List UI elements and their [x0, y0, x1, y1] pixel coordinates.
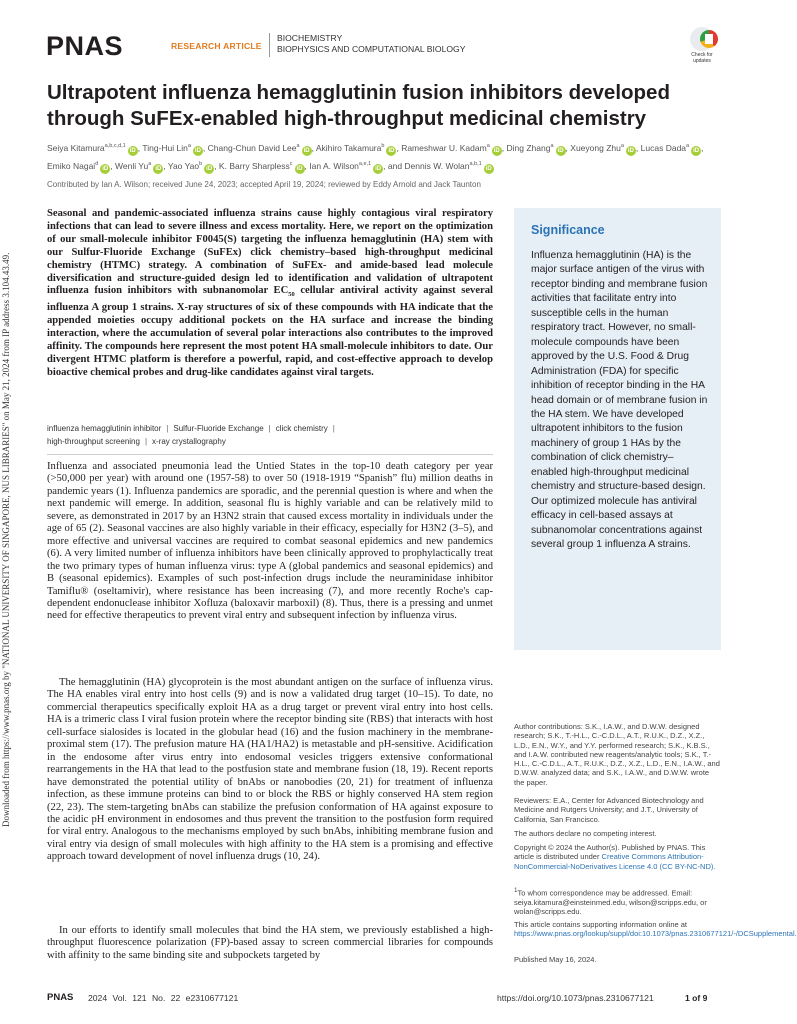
author-affiliation: c	[289, 160, 293, 167]
orcid-icon[interactable]: iD	[296, 165, 303, 172]
keyword-separator: |	[332, 424, 335, 433]
author-separator: ,	[202, 142, 206, 153]
orcid-icon[interactable]: iD	[693, 147, 700, 154]
author-name[interactable]: Wenli Yu	[115, 160, 149, 171]
subject-secondary: BIOPHYSICS AND COMPUTATIONAL BIOLOGY	[277, 44, 466, 54]
orcid-icon[interactable]: iD	[627, 147, 634, 154]
author-affiliation: a,b,c,d,1	[104, 143, 126, 149]
author-name[interactable]: Akihiro Takamura	[315, 142, 382, 153]
keyword[interactable]: click chemistry	[275, 424, 328, 433]
orcid-icon[interactable]: iD	[155, 165, 162, 172]
author-separator: ,	[304, 160, 307, 171]
author-name[interactable]: Ting-Hui Lin	[142, 142, 188, 153]
article-title: Ultrapotent influenza hemagglutinin fusion inhibitors developed through SuFEx-enabled high-throughput medicinal chemistry	[47, 81, 670, 130]
author-separator: ,	[163, 160, 166, 171]
author-affiliation: b	[381, 143, 385, 149]
orcid-icon[interactable]: iD	[194, 147, 201, 154]
keyword-divider	[47, 454, 493, 455]
author-list	[47, 138, 727, 174]
author-separator: ,	[501, 142, 505, 153]
supporting-text: This article contains supporting information online at	[514, 920, 688, 929]
author-name[interactable]: Seiya Kitamura	[47, 142, 105, 153]
orcid-icon[interactable]: iD	[102, 165, 109, 172]
author-separator: ,	[635, 142, 639, 153]
author-affiliation: b	[199, 160, 203, 167]
keyword-list	[47, 423, 447, 448]
author	[208, 143, 314, 153]
keyword-separator: |	[144, 436, 148, 446]
author-affiliation: d	[95, 160, 99, 167]
competing-interest: The authors declare no competing interest.	[514, 829, 657, 838]
orcid-icon[interactable]: iD	[129, 147, 136, 154]
subject-primary: BIOCHEMISTRY	[277, 33, 343, 43]
author-affiliation: a	[620, 143, 624, 149]
copyright-text: Copyright © 2024 the Author(s). Published by PNAS. This article is distributed under	[514, 843, 706, 862]
author	[401, 143, 504, 153]
significance-title: Significance	[531, 223, 605, 237]
published-date: Published May 16, 2024.	[514, 955, 597, 964]
author-separator: ,	[311, 142, 314, 153]
body-paragraph-3: In our efforts to identify small molecules that bind the HA stem, we previously established a high-throughput fluorescence polarization (FP)-based assay to screen commercial libraries for compounds with affinity to the same binding site and subpockets targeted by	[47, 925, 493, 961]
author	[309, 161, 402, 171]
author-affiliation: a	[296, 143, 300, 149]
check-for-updates-icon	[690, 27, 714, 51]
orcid-icon[interactable]: iD	[375, 165, 382, 172]
keyword[interactable]: Sulfur-Fluoride Exchange	[173, 424, 264, 433]
author	[219, 161, 307, 171]
license-link[interactable]: Creative Commons Attribution-NonCommercial-NoDerivatives License 4.0 (CC BY-NC-ND).	[514, 852, 716, 871]
footer-doi-link[interactable]: https://doi.org/10.1073/pnas.2310677121	[497, 993, 654, 1003]
author	[47, 161, 113, 171]
author-separator: ,	[110, 160, 113, 171]
orcid-icon[interactable]: iD	[303, 147, 310, 154]
keyword[interactable]: high-throughput screening	[47, 436, 140, 446]
reviewers: Reviewers: E.A., Center for Advanced Biotechnology and Medicine and Rutgers University; and J.T., University of California, San Francisco.	[514, 796, 704, 824]
subject-labels	[277, 33, 465, 55]
author-separator: ,	[214, 160, 217, 171]
orcid-icon[interactable]: iD	[388, 147, 395, 154]
author	[404, 161, 493, 171]
author-name[interactable]: Chang-Chun David Lee	[207, 142, 297, 153]
author	[168, 161, 217, 171]
author-name[interactable]: Yao Yao	[167, 160, 200, 171]
body-paragraph-1: Influenza and associated pneumonia lead the Untied States in the top-10 death category per year (>50,000 per year) with around one (1957-58) to over 50 (1918-1919 “Spanish” flu) million deaths in pandemic years (1). Influenza pandemics are sporadic, and the perennial question is where and when the next pandemic will emerge. In addition, seasonal flu is highly variable and can be relatively mild to severe, as demonstrated in 2017 by an H3N2 strain that caused excess mortality in individuals under the age of 65 (2). Seasonal vaccines are also highly variable in their efficacy, especially for H3N2 (3–5), and more effective and universal vaccines are required to combat seasonal epidemics and new pandemics (6). A very limited number of influenza inhibitors have been clinically approved to prophylactically treat the two primary types of human influenza virus: type A (global pandemics and seasonal epidemics) and B (seasonal epidemics). Examples of such post-infection drugs include the neuraminidase inhibitor Tamiflu® (oseltamivir), where resistance has been increasing (7), and more recently Roche's cap-dependent endonuclease inhibitor Xofluza (baloxavir marboxil) (8). Thus, there is a pressing and unmet need for effective therapeutics to prevent viral entry and subsequent infection by influenza virus.	[47, 461, 493, 622]
author-name[interactable]: Rameshwar U. Kadam	[401, 142, 487, 153]
author-separator: ,	[565, 142, 568, 153]
author	[507, 143, 568, 153]
author-contributions: Author contributions: S.K., I.A.W., and D.W.W. designed research; S.K., T.-H.L., C.-C.D.L., A.T., R.U.K., D.Z., X.Z., L.D., E.N., W.Y., and Y.Y. performed research; S.K., K.B.S., and I.A.W. contributed new reagents/analytic tools; S.K., T.-H.L., C.-C.D.L., A.T., R.U.K., D.Z., X.Z., L.D., E.N., I.A.W., and D.W.W. analyzed data; and S.K., I.A.W., and D.W.W. wrote the paper.	[514, 722, 720, 787]
orcid-icon[interactable]: iD	[557, 147, 564, 154]
journal-logo[interactable]: PNAS	[46, 31, 124, 61]
keyword[interactable]: x-ray crystallography	[152, 436, 226, 446]
page-number: 1 of 9	[685, 993, 708, 1003]
author-name[interactable]: Dennis W. Wolan	[404, 160, 470, 171]
author-separator: ,	[137, 142, 141, 153]
significance-text: Influenza hemagglutinin (HA) is the major surface antigen of the virus with receptor binding and membrane fusion activities that facilitate entry into susceptible cells in the human respiratory tract. However, no small-molecule compounds have been approved by the U.S. Food & Drug Administration (FDA) for specific inhibition of receptor binding in the HA head domain or of membrane fusion in the HA stem. We have developed ultrapotent inhibitors to the fusion machinery of group 1 HAs by the combination of click chemistry–enabled high-throughput medicinal chemistry and structure-based design. Our optimized molecule has antiviral efficacy in cell-based assays at subnanomolar concentrations against several group 1 influenza A strains.	[531, 250, 708, 551]
contributed-line: Contributed by Ian A. Wilson; received June 24, 2023; accepted April 19, 2024; reviewed by Eddy Arnold and Jack Taunton	[47, 180, 481, 189]
footer-citation: 2024 Vol. 121 No. 22 e2310677121	[88, 993, 239, 1003]
author-affiliation: a	[686, 143, 690, 149]
supporting-info	[514, 920, 797, 939]
abstract	[47, 208, 493, 380]
keyword-separator: |	[166, 424, 169, 433]
abstract-text: Seasonal and pandemic-associated influenza strains cause highly contagious viral respiratory infections that can lead to severe illness and excess mortality. Here, we report on the optimization of our small-molecule inhibitor F0045(S) targeting the influenza hemagglutinin (HA) stem with our Sulfur-Fluoride Exchange (SuFEx) click chemistry–based high-throughput medicinal chemistry (HTMC) strategy. A combination of SuFEx- and amide-based lead molecule diversification and structure-guided design led to identification and validation of ultrapotent influenza fusion inhibitors with subnanomolar EC	[47, 208, 493, 297]
author-affiliation: a,e,1	[358, 160, 372, 167]
check-for-updates-label: Check for updates	[691, 52, 713, 64]
author	[142, 143, 205, 153]
keyword-separator: |	[268, 424, 271, 433]
author-separator: ,	[701, 142, 704, 153]
author-name[interactable]: Ding Zhang	[506, 142, 551, 153]
author-affiliation: a	[187, 143, 191, 149]
orcid-icon[interactable]: iD	[206, 165, 213, 172]
author-separator: ,	[396, 142, 399, 153]
article-type-label: RESEARCH ARTICLE	[171, 41, 262, 51]
author-name[interactable]: K. Barry Sharpless	[218, 160, 290, 171]
header-divider	[269, 33, 270, 57]
correspondence-text: To whom correspondence may be addressed. Email: seiya.kitamura@einsteinmed.edu, wilson@scripps.edu, or wolan@scripps.edu.	[514, 888, 707, 917]
copyright	[514, 843, 721, 871]
author	[115, 161, 166, 171]
correspondence	[514, 886, 721, 916]
author-name[interactable]: Xueyong Zhu	[570, 142, 621, 153]
author-affiliation: a,b,1	[469, 160, 482, 167]
author-affiliation: a	[486, 143, 490, 149]
orcid-icon[interactable]: iD	[493, 147, 500, 154]
abstract-subscript: 50	[288, 291, 295, 299]
author-affiliation: a	[148, 160, 152, 167]
author	[641, 143, 704, 153]
correspondence-mark: 1	[514, 887, 518, 894]
author	[570, 143, 638, 153]
author	[316, 143, 399, 153]
supporting-link[interactable]: https://www.pnas.org/lookup/suppl/doi:10.1073/pnas.2310677121/-/DCSupplemental.	[514, 929, 797, 939]
abstract-text-continued: cellular antiviral activity against several influenza A group 1 strains. X-ray structures of six of these compounds with HA indicate that the appended moieties occupy additional pockets on the HA surface and increase the binding interaction, where the accumulation of several polar interactions also contributes to the improved affinity. The compounds here represent the most potent HA small-molecule inhibitors to date. Our divergent HTMC platform is therefore a powerful, rapid, and cost-effective approach to develop bioactive chemical probes and drug-like candidates against viral targets.	[47, 285, 493, 378]
footer-logo: PNAS	[47, 992, 74, 1003]
download-note: Downloaded from https://www.pnas.org by "NATIONAL UNIVERSITY OF SINGAPORE, NUS LIBRARIES" on May 21, 2024 from IP address 3.104.43.49.	[1, 252, 11, 827]
author-name[interactable]: Lucas Dada	[640, 142, 687, 153]
body-paragraph-2: The hemagglutinin (HA) glycoprotein is the most abundant antigen on the surface of influenza virus. The HA enables viral entry into host cells (9) and is now a validated drug target (10–15). To date, no commercial therapeutics specifically exploit HA as a drug target or prevent viral entry into host cells. HA is a trimeric class I viral fusion protein where the receptor binding site (RBS) that interacts with host cell-surface sialosides is located in the globular head (16) and the fusion machinery in the membrane-proximal stem (17). The prefusion mature HA (HA1/HA2) is metastable and pH-sensitive. Acidification in the endosome after virus entry into endosomal vesicles triggers extensive conformational rearrangements in the HA that lead to the postfusion state and membrane fusion (18, 19). Recent reports have demonstrated the potential utility of bnAbs or nanobodies (20, 21) for treatment of influenza infection, as these immune proteins can bind to or block the RBS or highly conserved HA stem region (22, 23). The stem-targeting bnAbs can stabilize the prefusion conformation of HA against exposure to the acidic pH environment in endosomes and thus prevent the transition to the postfusion form required for viral entry. Analogous to the mechanisms employed by such bnAbs, inhibiting membrane fusion and viral entry via design of small molecules with high affinity to the HA stem is a promising and effective approach toward development of novel influenza drugs (10, 24).	[47, 677, 493, 863]
author-affiliation: a	[550, 143, 554, 149]
author	[47, 143, 140, 153]
keyword[interactable]: influenza hemagglutinin inhibitor	[47, 424, 162, 433]
author-separator: , and	[383, 160, 403, 171]
check-for-updates-badge[interactable]	[683, 27, 721, 67]
author-name[interactable]: Ian A. Wilson	[309, 160, 359, 171]
author-name[interactable]: Emiko Nagai	[47, 160, 96, 171]
orcid-icon[interactable]: iD	[485, 165, 492, 172]
